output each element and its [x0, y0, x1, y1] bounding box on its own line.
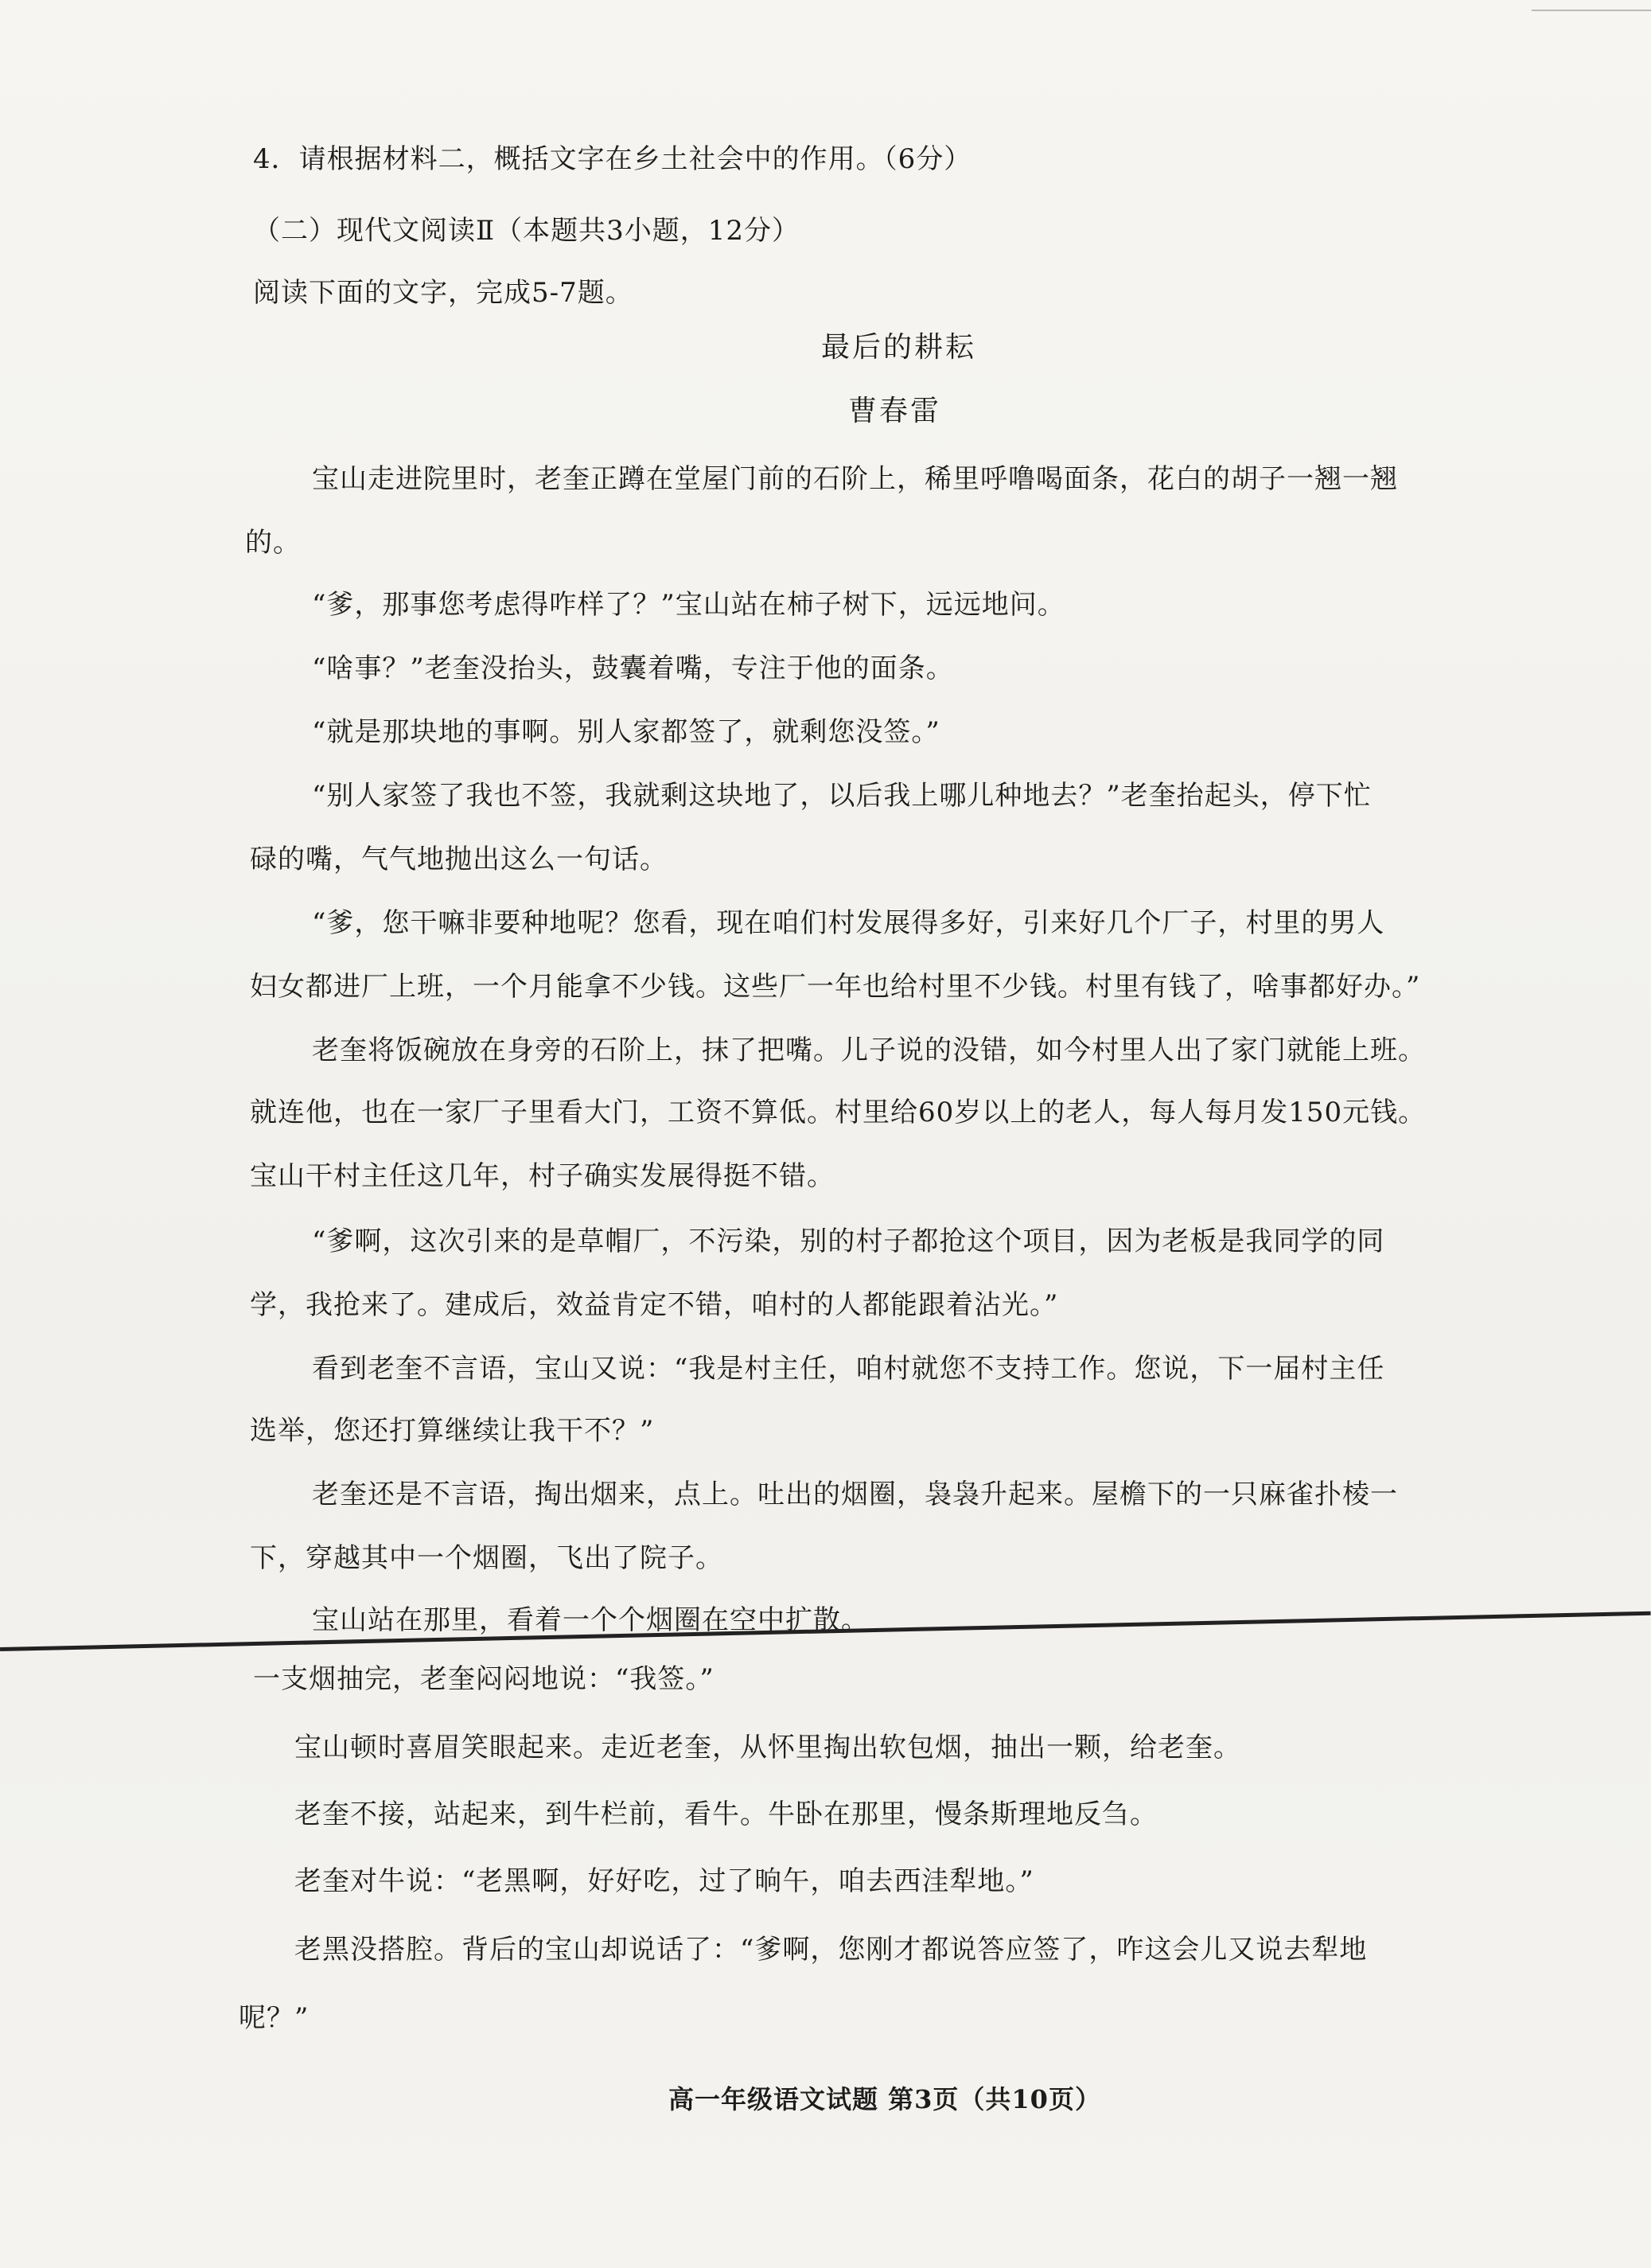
paragraph-line: “就是那块地的事啊。别人家都签了，就剩您没签。”	[312, 716, 940, 748]
question-4: 4．请根据材料二，概括文字在乡土社会中的作用。（6分）	[253, 143, 972, 175]
paragraph-line: “爹啊，这次引来的是草帽厂，不污染，别的村子都抢这个项目，因为老板是我同学的同	[312, 1226, 1385, 1257]
paragraph-line: 老黑没搭腔。背后的宝山却说话了：“爹啊，您刚才都说答应签了，咋这会儿又说去犁地	[294, 1934, 1368, 1966]
story-title: 最后的耕耘	[821, 331, 977, 364]
paragraph-line: “爹，那事您考虑得咋样了？”宝山站在柿子树下，远远地问。	[312, 589, 1065, 621]
paragraph-line: 下，穿越其中一个烟圈，飞出了院子。	[250, 1542, 723, 1574]
paragraph-line: 宝山干村主任这几年，村子确实发展得挺不错。	[250, 1160, 835, 1192]
instruction: 阅读下面的文字，完成5-7题。	[253, 277, 633, 309]
top-edge-rule	[1532, 10, 1651, 11]
paragraph-line: 老奎将饭碗放在身旁的石阶上，抹了把嘴。儿子说的没错，如今村里人出了家门就能上班。	[312, 1035, 1426, 1066]
paragraph-line: “啥事？”老奎没抬头，鼓囊着嘴，专注于他的面条。	[312, 653, 954, 684]
paragraph-line: “别人家签了我也不签，我就剩这块地了，以后我上哪儿种地去？”老奎抬起头，停下忙	[312, 780, 1372, 812]
paragraph-line: 学，我抢来了。建成后，效益肯定不错，咱村的人都能跟着沾光。”	[250, 1289, 1059, 1321]
paragraph-line: 就连他，也在一家厂子里看大门，工资不算低。村里给60岁以上的老人，每人每月发150元钱。	[250, 1097, 1427, 1128]
paragraph-line: “爹，您干嘛非要种地呢？您看，现在咱们村发展得多好，引来好几个厂子，村里的男人	[312, 907, 1385, 939]
paragraph-line: 老奎对牛说：“老黑啊，好好吃，过了晌午，咱去西洼犁地。”	[294, 1865, 1034, 1897]
paragraph-line: 宝山顿时喜眉笑眼起来。走近老奎，从怀里掏出软包烟，抽出一颗，给老奎。	[294, 1732, 1241, 1763]
paragraph-line: 老奎还是不言语，掏出烟来，点上。吐出的烟圈，袅袅升起来。屋檐下的一只麻雀扑棱一	[312, 1479, 1398, 1510]
paragraph-line: 老奎不接，站起来，到牛栏前，看牛。牛卧在那里，慢条斯理地反刍。	[294, 1798, 1158, 1830]
section-heading: （二）现代文阅读Ⅱ（本题共3小题，12分）	[253, 215, 800, 247]
paragraph-line: 一支烟抽完，老奎闷闷地说：“我签。”	[253, 1663, 715, 1695]
paragraph-line: 宝山站在那里，看着一个个烟圈在空中扩散。	[312, 1604, 869, 1636]
paragraph-line: 的。	[245, 527, 301, 559]
paragraph-line: 选举，您还打算继续让我干不？”	[250, 1415, 655, 1447]
paragraph-line: 宝山走进院里时，老奎正蹲在堂屋门前的石阶上，稀里呼噜喝面条，花白的胡子一翘一翘	[312, 463, 1398, 495]
story-author: 曹春雷	[848, 395, 942, 427]
page-footer: 高一年级语文试题 第3页（共10页）	[668, 2084, 1101, 2114]
paragraph-line: 呢？”	[239, 2002, 310, 2034]
paragraph-line: 看到老奎不言语，宝山又说：“我是村主任，咱村就您不支持工作。您说，下一届村主任	[312, 1353, 1385, 1385]
paragraph-line: 妇女都进厂上班，一个月能拿不少钱。这些厂一年也给村里不少钱。村里有钱了，啥事都好办。”	[250, 971, 1421, 1003]
paragraph-line: 碌的嘴，气气地抛出这么一句话。	[250, 844, 668, 875]
